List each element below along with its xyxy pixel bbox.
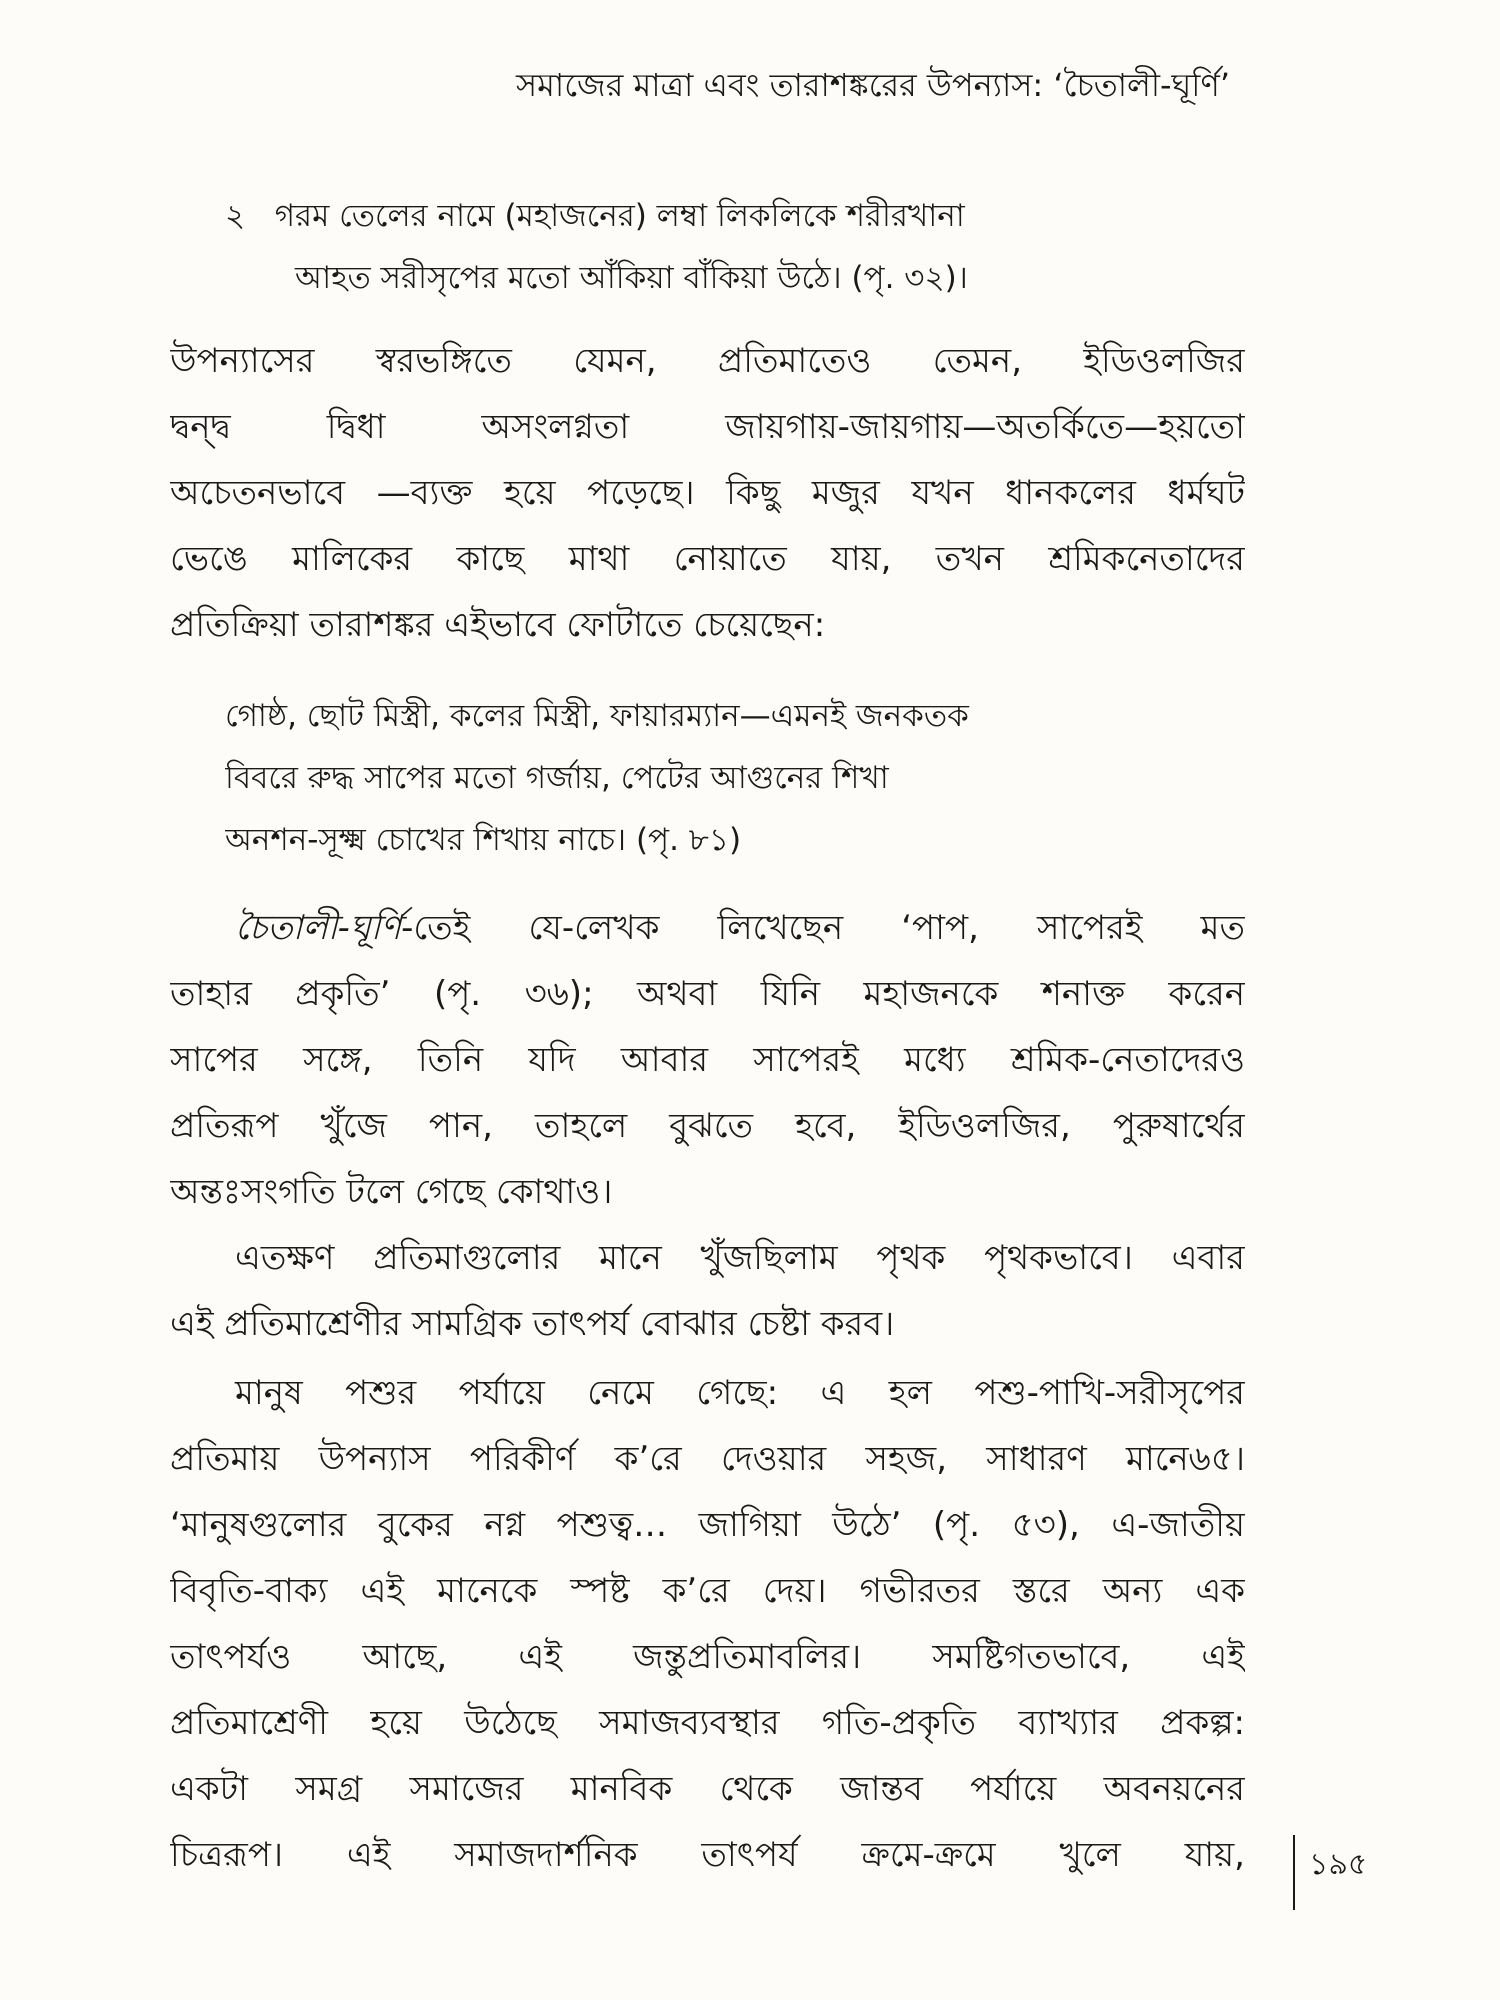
- paragraph-3: [170, 1225, 1245, 1357]
- text-line: বিবৃতি-বাক্য এই মানেকে স্পষ্ট ক’রে দেয়। গভীরতর স্তরে অন্য এক: [170, 1571, 1245, 1611]
- running-header: সমাজের মাত্রা এবং তারাশঙ্করের উপন্যাস: ‘চৈতালী-ঘূর্ণি’: [516, 66, 1230, 104]
- paragraph-2: [170, 895, 1245, 1225]
- block-quote-2: [225, 685, 1205, 871]
- quote-line: আহত সরীসৃপের মতো আঁকিয়া বাঁকিয়া উঠে। (পৃ. ৩২)।: [295, 260, 968, 296]
- text-line: তাহার প্রকৃতি’ (পৃ. ৩৬); অথবা যিনি মহাজনকে শনাক্ত করেন: [170, 974, 1245, 1014]
- paragraph-4: [170, 1360, 1245, 1888]
- text-line: প্রতিক্রিয়া তারাশঙ্কর এইভাবে ফোটাতে চেয়েছেন:: [170, 605, 826, 645]
- quote-line: গোষ্ঠ, ছোট মিস্ত্রী, কলের মিস্ত্রী, ফায়ারম্যান—এমনই জনকতক: [225, 698, 969, 734]
- text-line: প্রতিরূপ খুঁজে পান, তাহলে বুঝতে হবে, ইডিওলজির, পুরুষার্থের: [170, 1106, 1245, 1146]
- text-line: [170, 895, 1245, 961]
- text-line: সাপের সঙ্গে, তিনি যদি আবার সাপেরই মধ্যে শ্রমিক-নেতাদেরও: [170, 1040, 1245, 1080]
- text-line: প্রতিমাশ্রেণী হয়ে উঠেছে সমাজব্যবস্থার গতি-প্রকৃতি ব্যাখ্যার প্রকল্প:: [170, 1703, 1245, 1743]
- text-line: এই প্রতিমাশ্রেণীর সামগ্রিক তাৎপর্য বোঝার চেষ্টা করব।: [170, 1304, 895, 1344]
- text-line: একটা সমগ্র সমাজের মানবিক থেকে জান্তব পর্যায়ে অবনয়নের: [170, 1769, 1245, 1809]
- text-line: চিত্ররূপ। এই সমাজদার্শনিক তাৎপর্য ক্রমে-ক্রমে খুলে যায়,: [170, 1835, 1245, 1875]
- page-number: ১৯৫: [1293, 1835, 1367, 1910]
- text-line: উপন্যাসের স্বরভঙ্গিতে যেমন, প্রতিমাতেও তেমন, ইডিওলজির: [170, 341, 1245, 381]
- paragraph-1: [170, 328, 1245, 658]
- text-line: ভেঙে মালিকের কাছে মাথা নোয়াতে যায়, তখন শ্রমিকনেতাদের: [170, 539, 1245, 579]
- text-line: মানুষ পশুর পর্যায়ে নেমে গেছে: এ হল পশু-পাখি-সরীসৃপের: [235, 1373, 1245, 1413]
- text-line: প্রতিমায় উপন্যাস পরিকীর্ণ ক’রে দেওয়ার সহজ, সাধারণ মানে৬৫।: [170, 1439, 1245, 1479]
- text-line: অন্তঃসংগতি টলে গেছে কোথাও।: [170, 1172, 613, 1212]
- quote-line: অনশন-সূক্ষ্ম চোখের শিখায় নাচে। (পৃ. ৮১): [225, 822, 742, 858]
- quote-line: [225, 185, 1205, 247]
- text-run: -তেই যে-লেখক লিখেছেন ‘পাপ, সাপেরই মত: [401, 908, 1245, 948]
- block-quote-1: [225, 185, 1205, 309]
- quote-number: ২: [225, 198, 246, 234]
- italic-title: চৈতালী-ঘূর্ণি: [235, 908, 402, 948]
- text-line: দ্বন্দ্ব দ্বিধা অসংলগ্নতা জায়গায়-জায়গায়—অতর্কিতে—হয়তো: [170, 407, 1245, 447]
- quote-line: বিবরে রুদ্ধ সাপের মতো গর্জায়, পেটের আগুনের শিখা: [225, 760, 889, 796]
- text-line: ‘মানুষগুলোর বুকের নগ্ন পশুত্ব… জাগিয়া উঠে’ (পৃ. ৫৩), এ-জাতীয়: [170, 1505, 1245, 1545]
- text-line: তাৎপর্যও আছে, এই জন্তুপ্রতিমাবলির। সমষ্টিগতভাবে, এই: [170, 1637, 1245, 1677]
- quote-text: গরম তেলের নামে (মহাজনের) লম্বা লিকলিকে শরীরখানা: [274, 198, 965, 234]
- text-line: অচেতনভাবে —ব্যক্ত হয়ে পড়েছে। কিছু মজুর যখন ধানকলের ধর্মঘট: [170, 473, 1245, 513]
- text-line: এতক্ষণ প্রতিমাগুলোর মানে খুঁজছিলাম পৃথক পৃথকভাবে। এবার: [235, 1238, 1245, 1278]
